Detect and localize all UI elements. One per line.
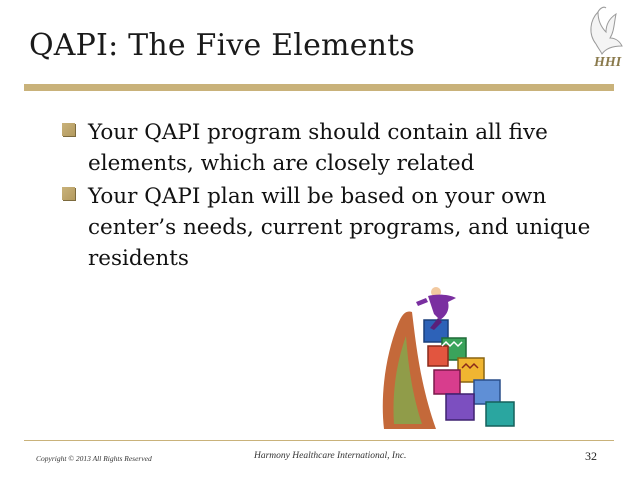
stair-block [458,358,484,382]
person-climbing-stairs-icon [376,284,522,429]
bullet-item [62,117,602,179]
page-number: 32 [585,449,597,463]
bullet-item [62,181,602,274]
stair-block [486,402,514,426]
stair-block [446,394,474,420]
dove-icon [591,7,622,54]
stair-block [434,370,460,394]
company-logo [576,4,632,72]
bullet-square-icon [62,123,75,136]
company-name: Harmony Healthcare International, Inc. [254,451,407,461]
bullet-text: Your QAPI program should contain all five elements, which are closely related [88,120,548,176]
stair-block [428,346,448,366]
footer-divider [24,440,614,441]
slide-title: QAPI: The Five Elements [29,28,416,63]
climber-body [428,295,456,320]
title-divider [24,84,614,91]
bullet-text: Your QAPI plan will be based on your own center’s needs, current programs, and unique residents [88,184,591,271]
bullet-square-icon [62,187,75,200]
bullet-list [62,117,602,274]
climber-arm [416,298,428,306]
stair-block [474,380,500,404]
logo-text: HHI [594,55,622,70]
copyright-text: Copyright © 2013 All Rights Reserved [36,454,152,463]
